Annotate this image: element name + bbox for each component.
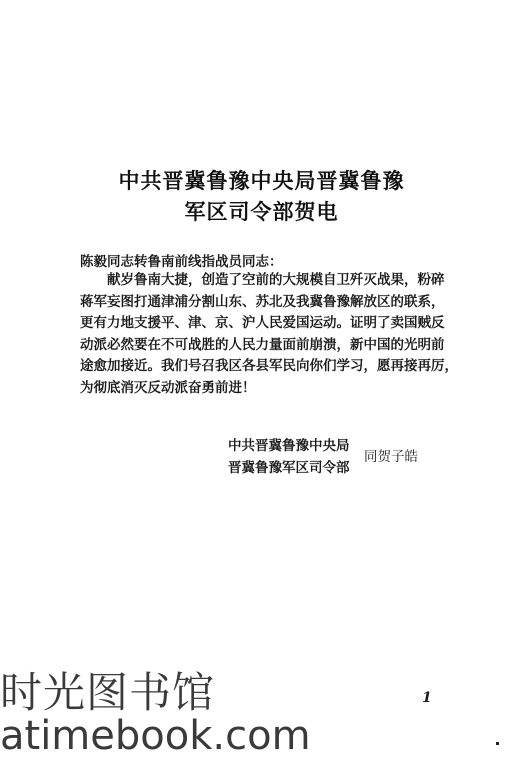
signoff-org-1: 中共晋冀鲁豫中央局 — [228, 438, 350, 454]
document-title-line-2: 军区司令部贺电 — [184, 199, 339, 224]
body-line: 蒋军妄图打通津浦分割山东、苏北及我冀鲁豫解放区的联系， — [80, 293, 445, 310]
corner-mark — [496, 742, 499, 745]
page-number: 1 — [422, 690, 432, 706]
body-line: 为彻底消灭反动派奋勇前进！ — [80, 379, 256, 396]
body-line: 更有力地支援平、津、京、沪人民爱国运动。证明了卖国贼反 — [80, 315, 445, 331]
signoff-block — [228, 435, 350, 479]
salutation: 陈毅同志转鲁南前线指战员同志： — [80, 254, 283, 270]
body-line: 动派必然要在不可战胜的人民力量面前崩溃，新中国的光明前 — [80, 336, 445, 353]
watermark-chinese: 时光图书馆 — [0, 668, 216, 717]
watermark-url: atimebook.com — [0, 713, 311, 759]
signoff-note: 同贺子皓 — [364, 449, 418, 465]
message-body — [80, 270, 458, 399]
signoff-org-2: 晋冀鲁豫军区司令部 — [228, 460, 350, 476]
document-title-line-1: 中共晋冀鲁豫中央局晋冀鲁豫 — [118, 168, 405, 193]
body-line: 途愈加接近。我们号召我区各县军民向你们学习，愿再接再厉， — [80, 358, 458, 374]
body-line: 献岁鲁南大捷，创造了空前的大规模自卫歼灭战果，粉碎 — [107, 272, 445, 288]
